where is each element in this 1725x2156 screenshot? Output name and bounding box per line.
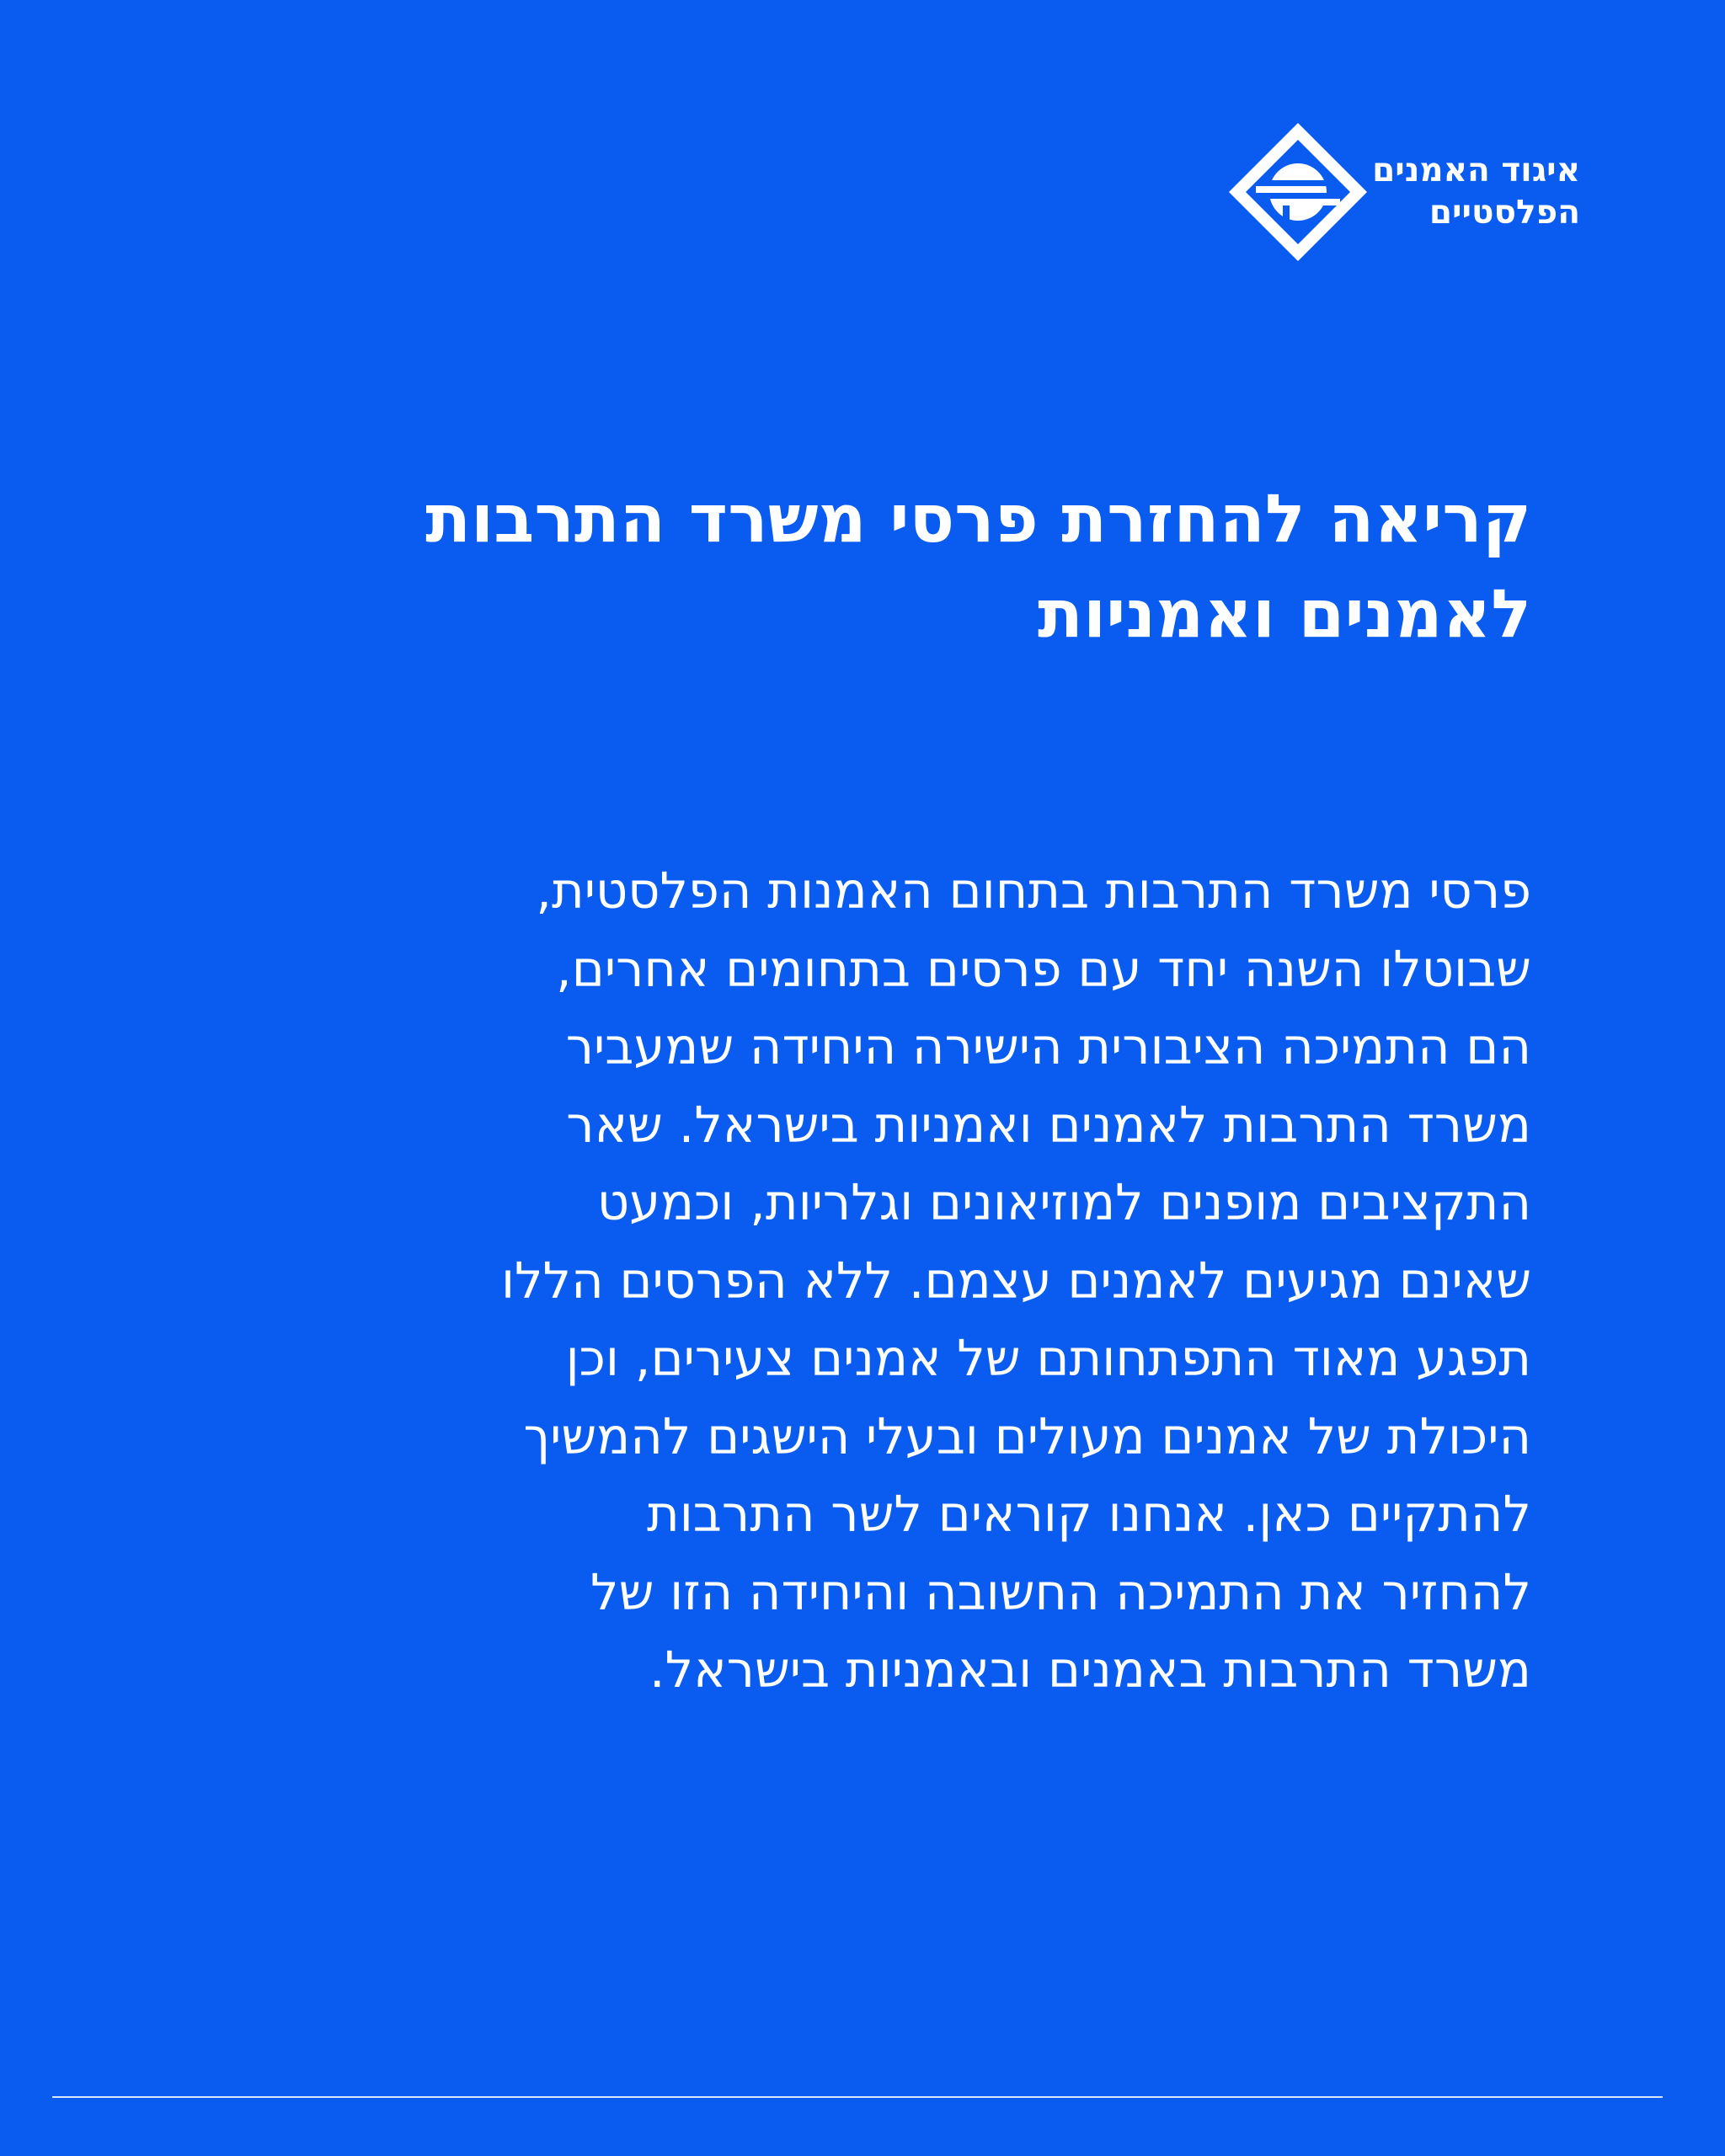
page-title-line: לאמנים ואמניות <box>1038 575 1531 653</box>
brand-name <box>1372 150 1580 234</box>
page-title <box>200 472 1531 662</box>
body-line: משרד התרבות לאמנים ואמניות בישראל. שאר <box>566 1095 1531 1154</box>
footer-divider <box>52 2096 1663 2098</box>
diamond-emblem-icon <box>1224 118 1372 266</box>
body-line: תפגע מאוד התפתחותם של אמנים צעירים, וכן <box>565 1329 1531 1387</box>
statement-body <box>184 852 1531 1710</box>
body-line: פרסי משרד התרבות בתחום האמנות הפלסטית, <box>536 862 1531 920</box>
logo <box>1224 118 1604 266</box>
body-line: התקציבים מופנים למוזיאונים וגלריות, וכמעט <box>596 1173 1531 1231</box>
body-line: להתקיים כאן. אנחנו קוראים לשר התרבות <box>646 1485 1531 1543</box>
brand-name-line-2: הפלסטיים <box>1429 194 1580 232</box>
body-line: שבוטלו השנה יחד עם פרסים בתחומים אחרים, <box>555 939 1531 998</box>
body-line: היכולת של אמנים מעולים ובעלי הישגים להמשיך <box>523 1406 1531 1465</box>
body-line: להחזיר את התמיכה החשובה והיחידה הזו של <box>590 1562 1531 1621</box>
page-title-line: קריאה להחזרת פרסי משרד התרבות <box>425 480 1531 558</box>
brand-name-line-1: איגוד האמנים <box>1372 152 1580 189</box>
body-line: שאינם מגיעים לאמנים עצמם. ללא הפרסים הללו <box>500 1251 1531 1310</box>
body-line: משרד התרבות באמנים ובאמניות בישראל. <box>649 1641 1531 1699</box>
body-line: הם התמיכה הציבורית הישירה היחידה שמעביר <box>565 1017 1531 1075</box>
